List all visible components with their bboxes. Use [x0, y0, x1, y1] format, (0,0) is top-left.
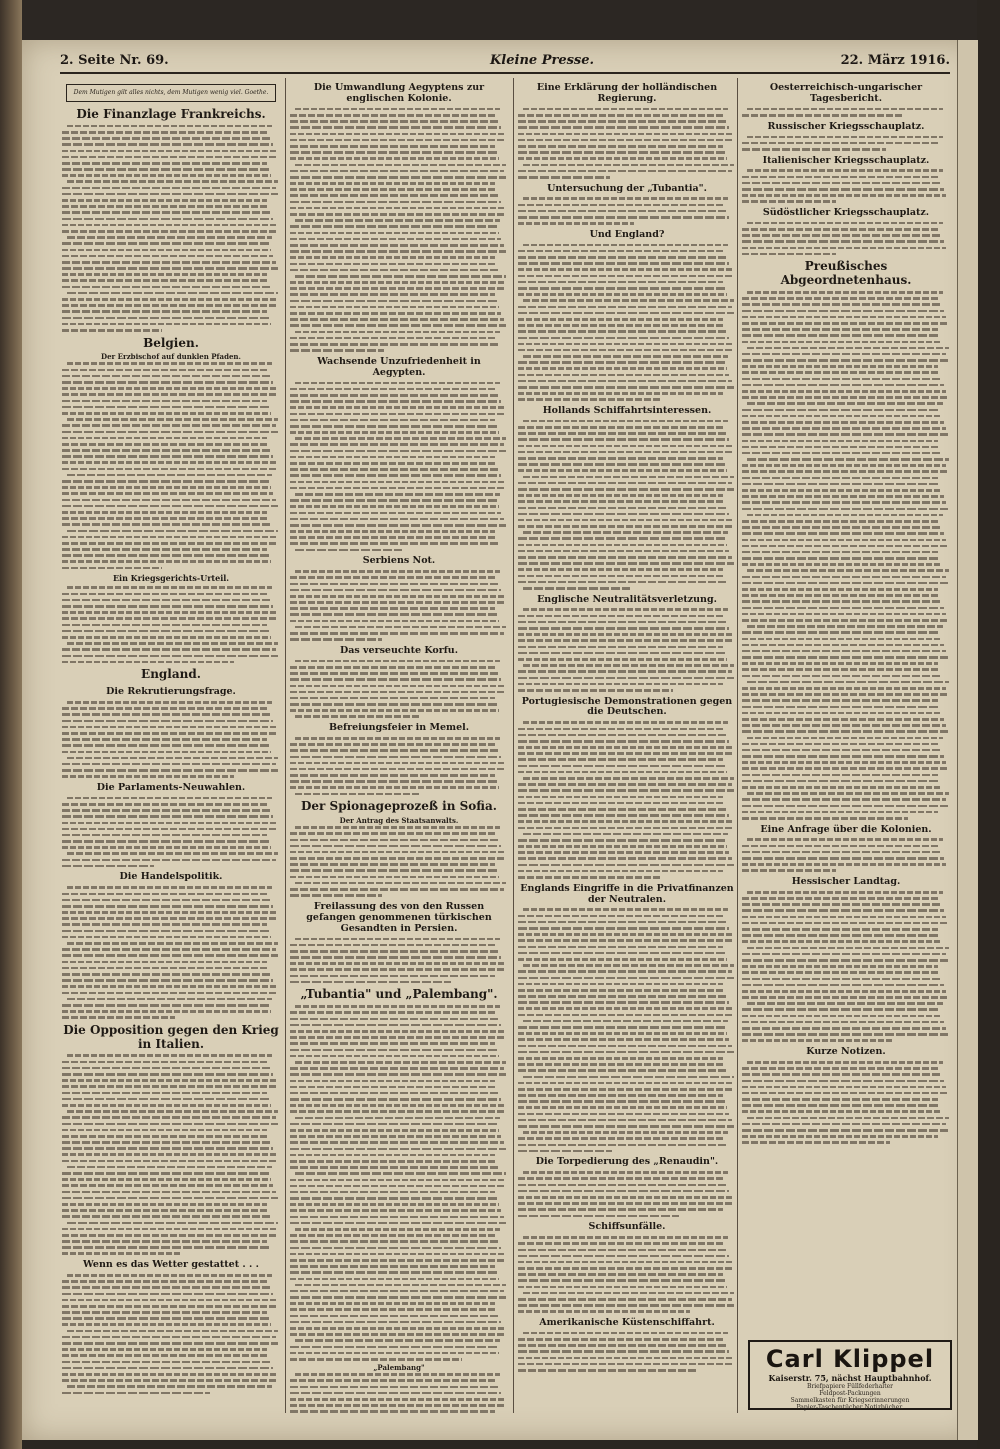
headline: Eine Anfrage über die Kolonien. — [760, 823, 932, 835]
scan-background — [22, 0, 977, 40]
headline: Die Parlaments-Neuwahlen. — [96, 781, 246, 793]
article-body — [518, 721, 736, 878]
headline: Hollands Schiffahrtsinteressen. — [542, 404, 712, 416]
column-rule — [285, 78, 286, 1413]
article-body — [518, 1332, 736, 1372]
headline: Wachsende Unzufriedenheit in Aegypten. — [317, 355, 481, 378]
ad-line: Sammelkasten für Kriegserinnerungen — [790, 1397, 910, 1404]
headline: Englands Eingriffe in die Privatfinanzen der Neutralen. — [520, 882, 734, 905]
article-body — [518, 1171, 736, 1217]
ad-line: Feldpost-Packungen — [819, 1390, 881, 1397]
article-body — [742, 108, 950, 117]
article-body — [742, 291, 950, 820]
headline: Die Opposition gegen den Krieg in Italien. — [63, 1022, 279, 1051]
article-body — [742, 838, 950, 872]
article-body — [62, 586, 280, 663]
headline: Italienischer Kriegsschauplatz. — [762, 154, 930, 166]
article-body — [62, 886, 280, 1019]
headline: Die Handelspolitik. — [119, 871, 223, 883]
article-body — [742, 1061, 950, 1144]
book-binding — [0, 0, 22, 1449]
subheadline: Der Antrag des Staatsanwalts. — [339, 816, 459, 826]
article-body — [290, 737, 508, 795]
article-body — [518, 197, 736, 224]
headline: „Tubantia" und „Palembang". — [300, 987, 498, 1002]
headline: Südöstlicher Kriegsschauplatz. — [762, 206, 930, 218]
headline: Amerikanische Küstenschiffahrt. — [539, 1316, 715, 1328]
article-body — [290, 1373, 508, 1413]
article-body — [518, 1236, 736, 1313]
headline: Die Rekrutierungsfrage. — [106, 686, 236, 698]
subheadline: „Palembang" — [373, 1363, 425, 1373]
headline: Das verseuchte Korfu. — [339, 644, 459, 656]
headline: Russischer Kriegsschauplatz. — [767, 120, 925, 132]
headline: Kurze Notizen. — [806, 1046, 886, 1058]
headline: Englische Neutralitätsverletzung. — [537, 593, 717, 605]
column-2 — [290, 78, 508, 1413]
motto-box: Dem Mutigen gilt alles nichts, dem Mutigen wenig viel. Goethe. — [66, 84, 276, 102]
article-body — [290, 108, 508, 352]
headline: Oesterreichisch-ungarischer Tagesbericht. — [769, 82, 923, 104]
article-body — [62, 125, 280, 332]
column-4 — [742, 78, 950, 1413]
headline: Ein Kriegsgerichts-Urteil. — [112, 573, 230, 584]
article-body — [62, 797, 280, 868]
headline: Portugiesische Demonstrationen gegen die Deutschen. — [521, 695, 733, 718]
article-body — [290, 570, 508, 641]
subheadline: Der Erzbischof auf dunklen Pfaden. — [101, 352, 241, 362]
article-body — [518, 244, 736, 401]
headline: Eine Erklärung der holländischen Regierung. — [536, 82, 718, 104]
article-body — [742, 222, 950, 256]
article-body — [518, 908, 736, 1152]
article-body — [290, 1005, 508, 1360]
column-3 — [518, 78, 736, 1413]
article-body — [62, 1274, 280, 1394]
article-body — [742, 891, 950, 1042]
scan-edge — [977, 0, 1000, 1449]
article-body — [518, 108, 736, 179]
advertiser-address: Kaiserstr. 75, nächst Hauptbahnhof. — [768, 1373, 932, 1383]
headline: Untersuchung der „Tubantia". — [547, 182, 707, 194]
headline: Die Finanzlage Frankreichs. — [76, 107, 266, 121]
column-1 — [62, 78, 280, 1413]
article-body — [290, 938, 508, 984]
article-body — [742, 136, 950, 151]
article-body — [290, 660, 508, 718]
headline: Belgien. — [143, 335, 199, 350]
article-body — [518, 608, 736, 691]
headline: Der Spionageprozeß in Sofia. — [301, 799, 497, 814]
page-header — [60, 50, 950, 74]
column-rule — [513, 78, 514, 1413]
article-body — [290, 826, 508, 897]
headline: Wenn es das Wetter gestattet . . . — [83, 1259, 259, 1271]
ad-line: Briefpapiere Füllfederhalter — [806, 1383, 894, 1390]
article-body — [742, 169, 950, 203]
headline: Befreiungsfeier in Memel. — [328, 722, 470, 734]
headline: Die Torpedierung des „Renaudin". — [535, 1156, 719, 1168]
article-body — [62, 1054, 280, 1255]
headline: Und England? — [589, 228, 665, 240]
headline: Schiffsunfälle. — [588, 1221, 666, 1233]
article-body — [290, 382, 508, 552]
column-rule — [737, 78, 738, 1413]
headline: England. — [141, 667, 201, 682]
ad-line: Papier-Taschentücher Notizbücher. — [796, 1404, 904, 1411]
headline: Hessischer Landtag. — [791, 876, 901, 887]
headline: Freilassung des von den Russen gefangen genommenen türkischen Gesandten in Persien. — [306, 900, 492, 934]
issue-date: 22. März 1916. — [840, 53, 950, 68]
article-body — [518, 420, 736, 590]
headline: Die Umwandlung Aegyptens zur englischen Kolonie. — [313, 82, 485, 104]
article-body — [62, 701, 280, 778]
article-body — [62, 362, 280, 569]
page-number: 2. Seite Nr. 69. — [60, 53, 169, 68]
newspaper-title: Kleine Presse. — [490, 53, 595, 68]
adjacent-page-strip — [957, 40, 978, 1440]
headline: Serbiens Not. — [362, 555, 436, 567]
headline: Preußisches Abgeordnetenhaus. — [780, 259, 912, 288]
advertiser-name: Carl Klippel — [765, 1345, 935, 1373]
advertisement — [748, 1340, 952, 1410]
